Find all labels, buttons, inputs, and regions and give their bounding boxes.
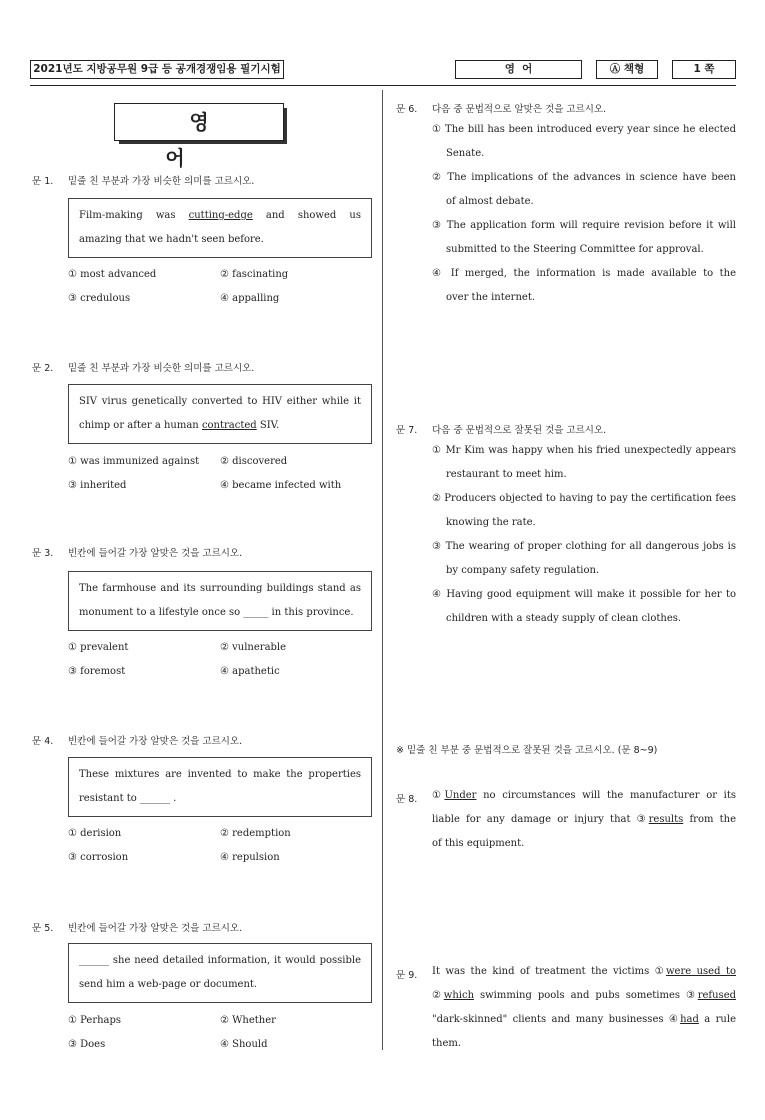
- passage-2: [68, 384, 372, 444]
- option-3[interactable]: ③ The wearing of proper clothing for all dangerous jobs is: [432, 541, 736, 552]
- passage-line: monument to a lifestyle once so _____ in this province.: [79, 607, 354, 618]
- passage-line: Film-making was cutting-edge and showed us: [79, 210, 361, 221]
- option-4[interactable]: ④ Having good equipment will make it possible for her to: [432, 589, 736, 600]
- question-9-line: "dark-skinned" clients and many businesses ④had a rule: [432, 1014, 736, 1025]
- option-1[interactable]: ① The bill has been introduced every year since he elected: [432, 124, 736, 135]
- passage-line: The farmhouse and its surrounding buildings stand as: [79, 583, 361, 594]
- header-divider: [30, 85, 736, 86]
- underlined-word: contracted: [201, 420, 257, 431]
- option-4[interactable]: ④ If merged, the information is made available to the: [432, 268, 736, 279]
- exam-title: 2021년도 지방공무원 9급 등 공개경쟁임용 필기시험: [30, 60, 284, 79]
- underlined-word: cutting-edge: [188, 210, 253, 221]
- question-prompt: 다음 중 문법적으로 알맞은 것을 고르시오.: [432, 104, 607, 115]
- option-1[interactable]: ① was immunized against: [68, 456, 200, 467]
- subject-title: 영어: [114, 103, 284, 141]
- passage-1: [68, 198, 372, 258]
- passage-line: resistant to ______ .: [79, 793, 177, 804]
- booklet-type: Ⓐ 책형: [596, 60, 658, 79]
- option-2[interactable]: ② fascinating: [220, 269, 289, 280]
- option-1[interactable]: ① Mr Kim was happy when his fried unexpectedly appears: [432, 445, 736, 456]
- option-2[interactable]: ② vulnerable: [220, 642, 287, 653]
- option-3[interactable]: ③ corrosion: [68, 852, 129, 863]
- question-number: 문 9.: [396, 970, 418, 981]
- passage-line: amazing that we hadn't seen before.: [79, 234, 264, 245]
- option-2-cont: of almost debate.: [446, 196, 534, 207]
- option-1[interactable]: ① most advanced: [68, 269, 157, 280]
- option-3-cont: submitted to the Steering Committee for approval.: [446, 244, 704, 255]
- option-2[interactable]: ② Producers objected to having to pay the certification fees: [432, 493, 736, 504]
- option-3-cont: by company safety regulation.: [446, 565, 600, 576]
- passage-line: These mixtures are invented to make the properties: [79, 769, 361, 780]
- instruction-note: ※ 밑줄 친 부분 중 문법적으로 잘못된 것을 고르시오. (문 8~9): [396, 745, 658, 756]
- option-1-cont: Senate.: [446, 148, 485, 159]
- option-4[interactable]: ④ became infected with: [220, 480, 342, 491]
- question-prompt: 밑줄 친 부분과 가장 비슷한 의미를 고르시오.: [68, 363, 255, 374]
- option-4[interactable]: ④ apathetic: [220, 666, 280, 677]
- option-2[interactable]: ② The implications of the advances in science have been: [432, 172, 736, 183]
- question-8-line: of this equipment.: [432, 838, 525, 849]
- underlined-option-3[interactable]: refused: [697, 990, 736, 1001]
- option-2-cont: knowing the rate.: [446, 517, 536, 528]
- question-number: 문 7.: [396, 425, 418, 436]
- page-number: 1 쪽: [672, 60, 736, 79]
- question-prompt: 밑줄 친 부분과 가장 비슷한 의미를 고르시오.: [68, 176, 255, 187]
- passage-line: SIV virus genetically converted to HIV either while it: [79, 396, 361, 407]
- question-9-line: It was the kind of treatment the victims ①were used to: [432, 966, 736, 977]
- underlined-option-1[interactable]: Under: [444, 790, 477, 801]
- option-4-cont: over the internet.: [446, 292, 536, 303]
- option-4[interactable]: ④ repulsion: [220, 852, 280, 863]
- question-9-line: ②which swimming pools and pubs sometimes ③refused: [432, 990, 736, 1001]
- option-3[interactable]: ③ inherited: [68, 480, 127, 491]
- underlined-option-1[interactable]: were used to: [665, 966, 736, 977]
- option-4[interactable]: ④ appalling: [220, 293, 280, 304]
- subject-label: 영 어: [455, 60, 582, 79]
- question-prompt: 다음 중 문법적으로 잘못된 것을 고르시오.: [432, 425, 607, 436]
- passage-4: [68, 757, 372, 817]
- question-number: 문 3.: [32, 548, 54, 559]
- question-number: 문 6.: [396, 104, 418, 115]
- option-1-cont: restaurant to meet him.: [446, 469, 567, 480]
- option-2[interactable]: ② discovered: [220, 456, 288, 467]
- passage-line: send him a web-page or document.: [79, 979, 258, 990]
- option-3[interactable]: ③ The application form will require revision before it will: [432, 220, 736, 231]
- question-8-line: liable for any damage or injury that ③results from the: [432, 814, 736, 825]
- option-2[interactable]: ② Whether: [220, 1015, 276, 1026]
- passage-3: [68, 571, 372, 631]
- question-number: 문 8.: [396, 794, 418, 805]
- question-number: 문 2.: [32, 363, 54, 374]
- underlined-option-2[interactable]: which: [443, 990, 475, 1001]
- passage-line: chimp or after a human contracted SIV.: [79, 420, 280, 431]
- option-3[interactable]: ③ credulous: [68, 293, 131, 304]
- option-1[interactable]: ① Perhaps: [68, 1015, 122, 1026]
- question-prompt: 빈칸에 들어갈 가장 알맞은 것을 고르시오.: [68, 736, 243, 747]
- question-number: 문 4.: [32, 736, 54, 747]
- question-number: 문 1.: [32, 176, 54, 187]
- underlined-option-4[interactable]: had: [680, 1014, 699, 1025]
- question-9-line: them.: [432, 1038, 462, 1049]
- question-prompt: 빈칸에 들어갈 가장 알맞은 것을 고르시오.: [68, 923, 243, 934]
- question-number: 문 5.: [32, 923, 54, 934]
- passage-line: ______ she need detailed information, it would possible: [79, 955, 361, 966]
- question-8-line: ①Under no circumstances will the manufacturer or its: [432, 790, 736, 801]
- option-4[interactable]: ④ Should: [220, 1039, 268, 1050]
- question-prompt: 빈칸에 들어갈 가장 알맞은 것을 고르시오.: [68, 548, 243, 559]
- option-2[interactable]: ② redemption: [220, 828, 291, 839]
- option-4-cont: children with a steady supply of clean clothes.: [446, 613, 682, 624]
- column-divider: [382, 90, 383, 1050]
- option-1[interactable]: ① derision: [68, 828, 122, 839]
- option-3[interactable]: ③ Does: [68, 1039, 106, 1050]
- passage-5: [68, 943, 372, 1003]
- underlined-option-3[interactable]: results: [648, 814, 684, 825]
- option-3[interactable]: ③ foremost: [68, 666, 126, 677]
- option-1[interactable]: ① prevalent: [68, 642, 129, 653]
